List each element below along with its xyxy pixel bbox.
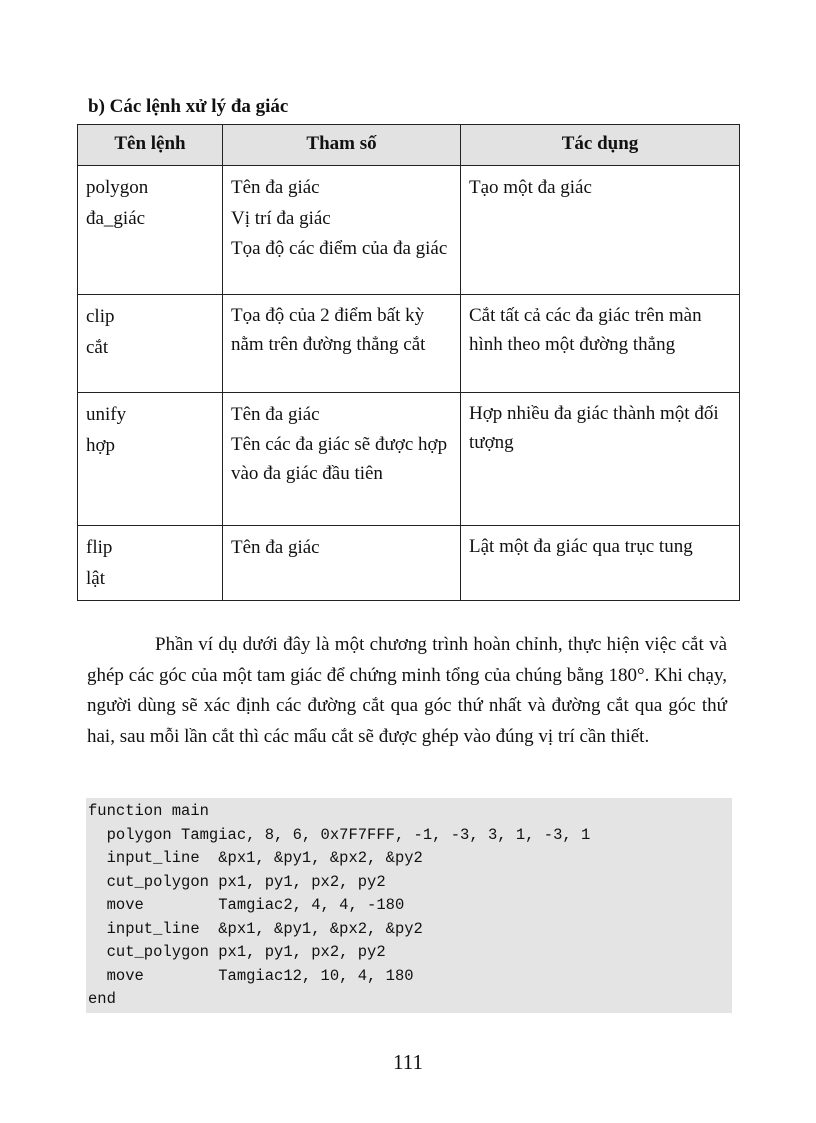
parameter: Tọa độ của 2 điểm bất kỳ nằm trên đường thẳng cắt xyxy=(231,305,426,355)
code-line: input_line &px1, &py1, &px2, &py2 xyxy=(88,849,423,867)
command-name-cell xyxy=(78,166,223,295)
code-line: function main xyxy=(88,802,209,820)
page-number: 111 xyxy=(393,1050,423,1074)
effect-cell xyxy=(461,166,740,295)
command-name: clip xyxy=(86,306,115,327)
parameter: Tên đa giác xyxy=(231,537,320,558)
code-line: move Tamgiac12, 10, 4, 180 xyxy=(88,966,414,985)
code-line: move Tamgiac2, 4, 4, -180 xyxy=(88,896,405,914)
parameter: Tên đa giác xyxy=(231,404,320,425)
parameter: Vị trí đa giác xyxy=(231,208,331,229)
effect: Lật một đa giác qua trục tung xyxy=(469,536,693,557)
command-name-cell xyxy=(78,295,223,393)
body-paragraph: Phần ví dụ dưới đây là một chương trình hoàn chỉnh, thực hiện việc cắt và ghép các góc của một tam giác để chứng minh tổng của chúng bằng 180°. Khi chạy, người dùng sẽ xác định các đường cắt qua góc thứ nhất và đường cắt qua góc thứ hai, sau mỗi lần cắt thì các mẩu cắt sẽ được ghép vào đúng vị trí cần thiết. xyxy=(87,634,727,747)
header-parameters: Tham số xyxy=(223,125,461,166)
command-name-cell xyxy=(78,393,223,526)
command-name-vi: đa_giác xyxy=(86,208,146,229)
command-name-vi: cắt xyxy=(86,337,109,358)
header-command-name: Tên lệnh xyxy=(78,125,223,166)
table-row xyxy=(78,393,740,526)
parameters-cell xyxy=(223,295,461,393)
effect: Tạo một đa giác xyxy=(469,177,592,198)
command-name-cell xyxy=(78,526,223,601)
parameter: Tên các đa giác sẽ được hợp vào đa giác đầu tiên xyxy=(231,434,448,484)
table-row xyxy=(78,166,740,295)
command-name-vi: lật xyxy=(86,568,105,589)
effect: Hợp nhiều đa giác thành một đối tượng xyxy=(469,403,719,453)
code-line: cut_polygon px1, py1, px2, py2 xyxy=(88,943,386,961)
effect-cell xyxy=(461,295,740,393)
commands-table xyxy=(77,124,740,601)
table-header-row xyxy=(78,125,740,166)
code-line: polygon Tamgiac, 8, 6, 0x7F7FFF, -1, -3, 3, 1, -3, 1 xyxy=(88,825,591,844)
command-name: unify xyxy=(86,404,127,425)
code-line: input_line &px1, &py1, &px2, &py2 xyxy=(88,919,423,938)
table-row xyxy=(78,295,740,393)
code-line: cut_polygon px1, py1, px2, py2 xyxy=(88,872,386,891)
parameters-cell xyxy=(223,166,461,295)
effect: Cắt tất cả các đa giác trên màn hình theo một đường thẳng xyxy=(469,305,702,355)
header-effect: Tác dụng xyxy=(461,125,740,166)
parameters-cell xyxy=(223,526,461,601)
effect-cell xyxy=(461,526,740,601)
code-line: end xyxy=(88,990,116,1008)
command-name-vi: hợp xyxy=(86,435,116,456)
parameters-cell xyxy=(223,393,461,526)
command-name: flip xyxy=(86,537,113,558)
section-title: b) Các lệnh xử lý đa giác xyxy=(88,96,289,117)
effect-cell xyxy=(461,393,740,526)
parameter: Tọa độ các điểm của đa giác xyxy=(231,238,448,259)
table-row xyxy=(78,526,740,601)
command-name: polygon xyxy=(86,177,149,198)
code-block xyxy=(86,798,732,1013)
parameter: Tên đa giác xyxy=(231,177,320,198)
